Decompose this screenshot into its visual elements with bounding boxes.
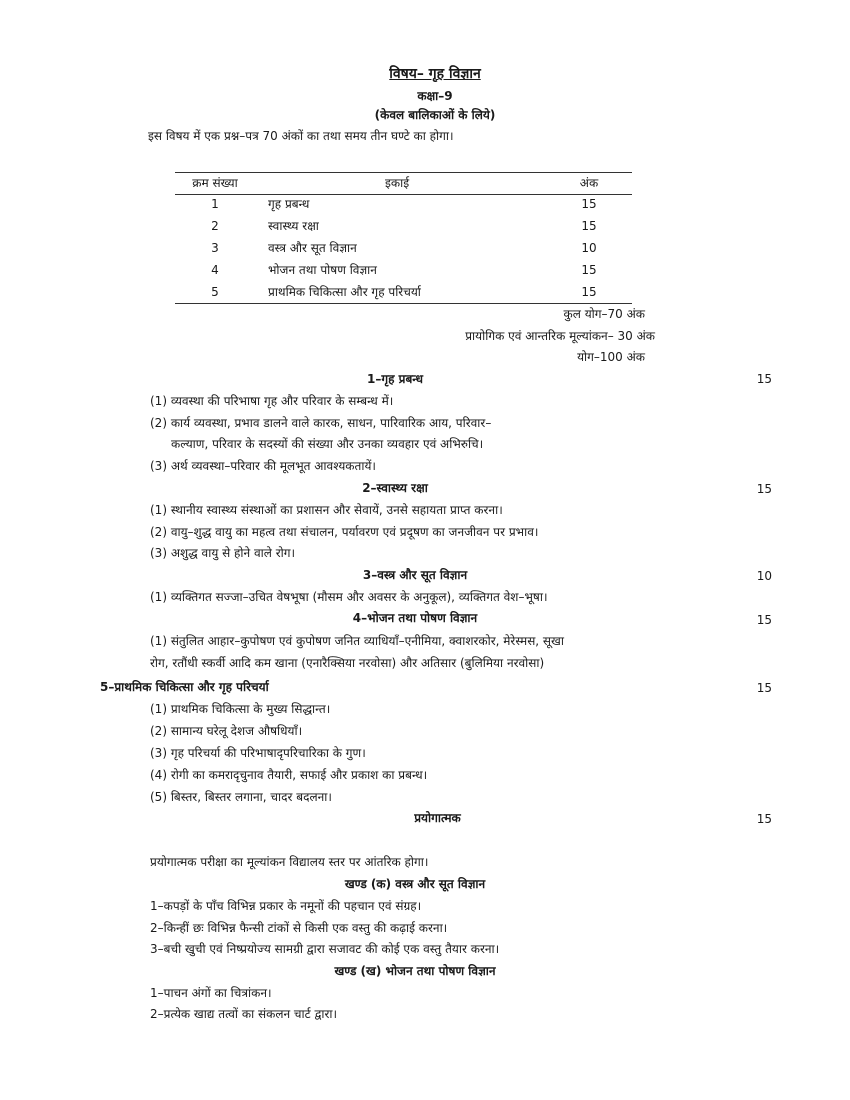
unit-marks: 15 [756, 613, 772, 627]
table-cell-unit: गृह प्रबन्ध [268, 197, 310, 211]
unit-title: 2–स्वास्थ्य रक्षा [362, 481, 428, 495]
table-cell-sn: 1 [211, 197, 219, 211]
table-header-unit: इकाई [385, 176, 410, 190]
unit-title: 3–वस्त्र और सूत विज्ञान [362, 568, 468, 582]
list-item: (1) व्यवस्था की परिभाषा गृह और परिवार के सम्बन्ध में। [150, 394, 394, 408]
unit-title: 1–गृह प्रबन्ध [366, 372, 424, 386]
table-cell-unit: प्राथमिक चिकित्सा और गृह परिचर्या [268, 285, 421, 299]
table-cell-marks: 15 [581, 285, 597, 299]
list-item: (2) वायु–शुद्ध वायु का महत्व तथा संचालन, पर्यावरण एवं प्रदूषण का जनजीवन पर प्रभाव। [150, 525, 539, 539]
practical-marks: प्रायोगिक एवं आन्तरिक मूल्यांकन– 30 अंक [465, 329, 655, 343]
note-title: (केवल बालिकाओं के लिये) [374, 108, 496, 122]
list-item: (2) कार्य व्यवस्था, प्रभाव डालने वाले कारक, साधन, पारिवारिक आय, परिवार– [150, 416, 492, 430]
section-title: खण्ड (ख) भोजन तथा पोषण विज्ञान [334, 964, 496, 978]
unit-marks: 10 [756, 569, 772, 583]
table-cell-sn: 2 [211, 219, 219, 233]
list-item: 1–कपड़ों के पाँच विभिन्न प्रकार के नमूनों की पहचान एवं संग्रह। [150, 899, 422, 913]
list-item: (3) अशुद्ध वायु से होने वाले रोग। [150, 546, 296, 560]
list-item: (2) सामान्य घरेलू देशज औषधियाँ। [150, 724, 303, 738]
practical-marks-value: 15 [756, 812, 772, 826]
list-item: रोग, रतौंधी स्कर्वी आदि कम खाना (एनारैक्सिया नरवोसा) और अतिसार (बुलिमिया नरवोसा) [150, 656, 545, 670]
table-cell-marks: 15 [581, 219, 597, 233]
table-cell-sn: 3 [211, 241, 219, 255]
practical-intro: प्रयोगात्मक परीक्षा का मूल्यांकन विद्यालय स्तर पर आंतरिक होगा। [150, 855, 429, 869]
table-cell-sn: 4 [211, 263, 219, 277]
list-item: (4) रोगी का कमरादृचुनाव तैयारी, सफाई और प्रकाश का प्रबन्ध। [150, 768, 428, 782]
list-item: 2–प्रत्येक खाद्य तत्वों का संकलन चार्ट द्वारा। [150, 1007, 338, 1021]
list-item: (3) अर्थ व्यवस्था–परिवार की मूलभूत आवश्यकतायें। [150, 459, 376, 473]
table-cell-marks: 15 [581, 263, 597, 277]
list-item: (1) प्राथमिक चिकित्सा के मुख्य सिद्धान्त। [150, 702, 331, 716]
unit-marks: 15 [756, 372, 772, 386]
list-item: (1) संतुलित आहार–कुपोषण एवं कुपोषण जनित व्याधियाँ–एनीमिया, क्वाशरकोर, मेरेस्मस, सूखा [150, 634, 564, 648]
list-item: 2–किन्हीं छः विभिन्न फैन्सी टांकों से किसी एक वस्तु की कढ़ाई करना। [150, 921, 448, 935]
table-cell-marks: 15 [581, 197, 597, 211]
table-header-marks: अंक [579, 176, 599, 190]
list-item: 3–बची खुची एवं निष्प्रयोज्य सामग्री द्वारा सजावट की कोई एक वस्तु तैयार करना। [150, 942, 500, 956]
unit-title: 5–प्राथमिक चिकित्सा और गृह परिचर्या [100, 680, 269, 694]
practical-title: प्रयोगात्मक [414, 811, 461, 825]
list-item: (5) बिस्तर, बिस्तर लगाना, चादर बदलना। [150, 790, 332, 804]
list-item: (3) गृह परिचर्या की परिभाषादृपरिचारिका के गुण। [150, 746, 366, 760]
table-header-rule [175, 194, 632, 195]
table-top-rule [175, 172, 632, 173]
total-marks: कुल योग–70 अंक [563, 307, 645, 321]
table-cell-unit: स्वास्थ्य रक्षा [268, 219, 319, 233]
unit-marks: 15 [756, 681, 772, 695]
section-title: खण्ड (क) वस्त्र और सूत विज्ञान [344, 877, 486, 891]
list-item: कल्याण, परिवार के सदस्यों की संख्या और उनका व्यवहार एवं अभिरुचि। [171, 437, 484, 451]
table-cell-sn: 5 [211, 285, 219, 299]
list-item: 1–पाचन अंगों का चित्रांकन। [150, 986, 272, 1000]
table-cell-unit: वस्त्र और सूत विज्ञान [268, 241, 357, 255]
table-cell-marks: 10 [581, 241, 597, 255]
intro-text: इस विषय में एक प्रश्न–पत्र 70 अंकों का तथा समय तीन घण्टे का होगा। [148, 129, 454, 143]
class-title: कक्षा–9 [417, 89, 453, 103]
table-cell-unit: भोजन तथा पोषण विज्ञान [268, 263, 377, 277]
unit-marks: 15 [756, 482, 772, 496]
list-item: (1) व्यक्तिगत सज्जा–उचित वेषभूषा (मौसम और अवसर के अनुकूल), व्यक्तिगत वेश–भूषा। [150, 590, 548, 604]
subject-title: विषय– गृह विज्ञान [389, 66, 481, 82]
list-item: (1) स्थानीय स्वास्थ्य संस्थाओं का प्रशासन और सेवायें, उनसे सहायता प्राप्त करना। [150, 503, 503, 517]
table-header-sn: क्रम संख्या [192, 176, 238, 190]
table-bottom-rule [175, 303, 632, 304]
unit-title: 4–भोजन तथा पोषण विज्ञान [352, 611, 478, 625]
grand-total: योग–100 अंक [577, 350, 645, 364]
